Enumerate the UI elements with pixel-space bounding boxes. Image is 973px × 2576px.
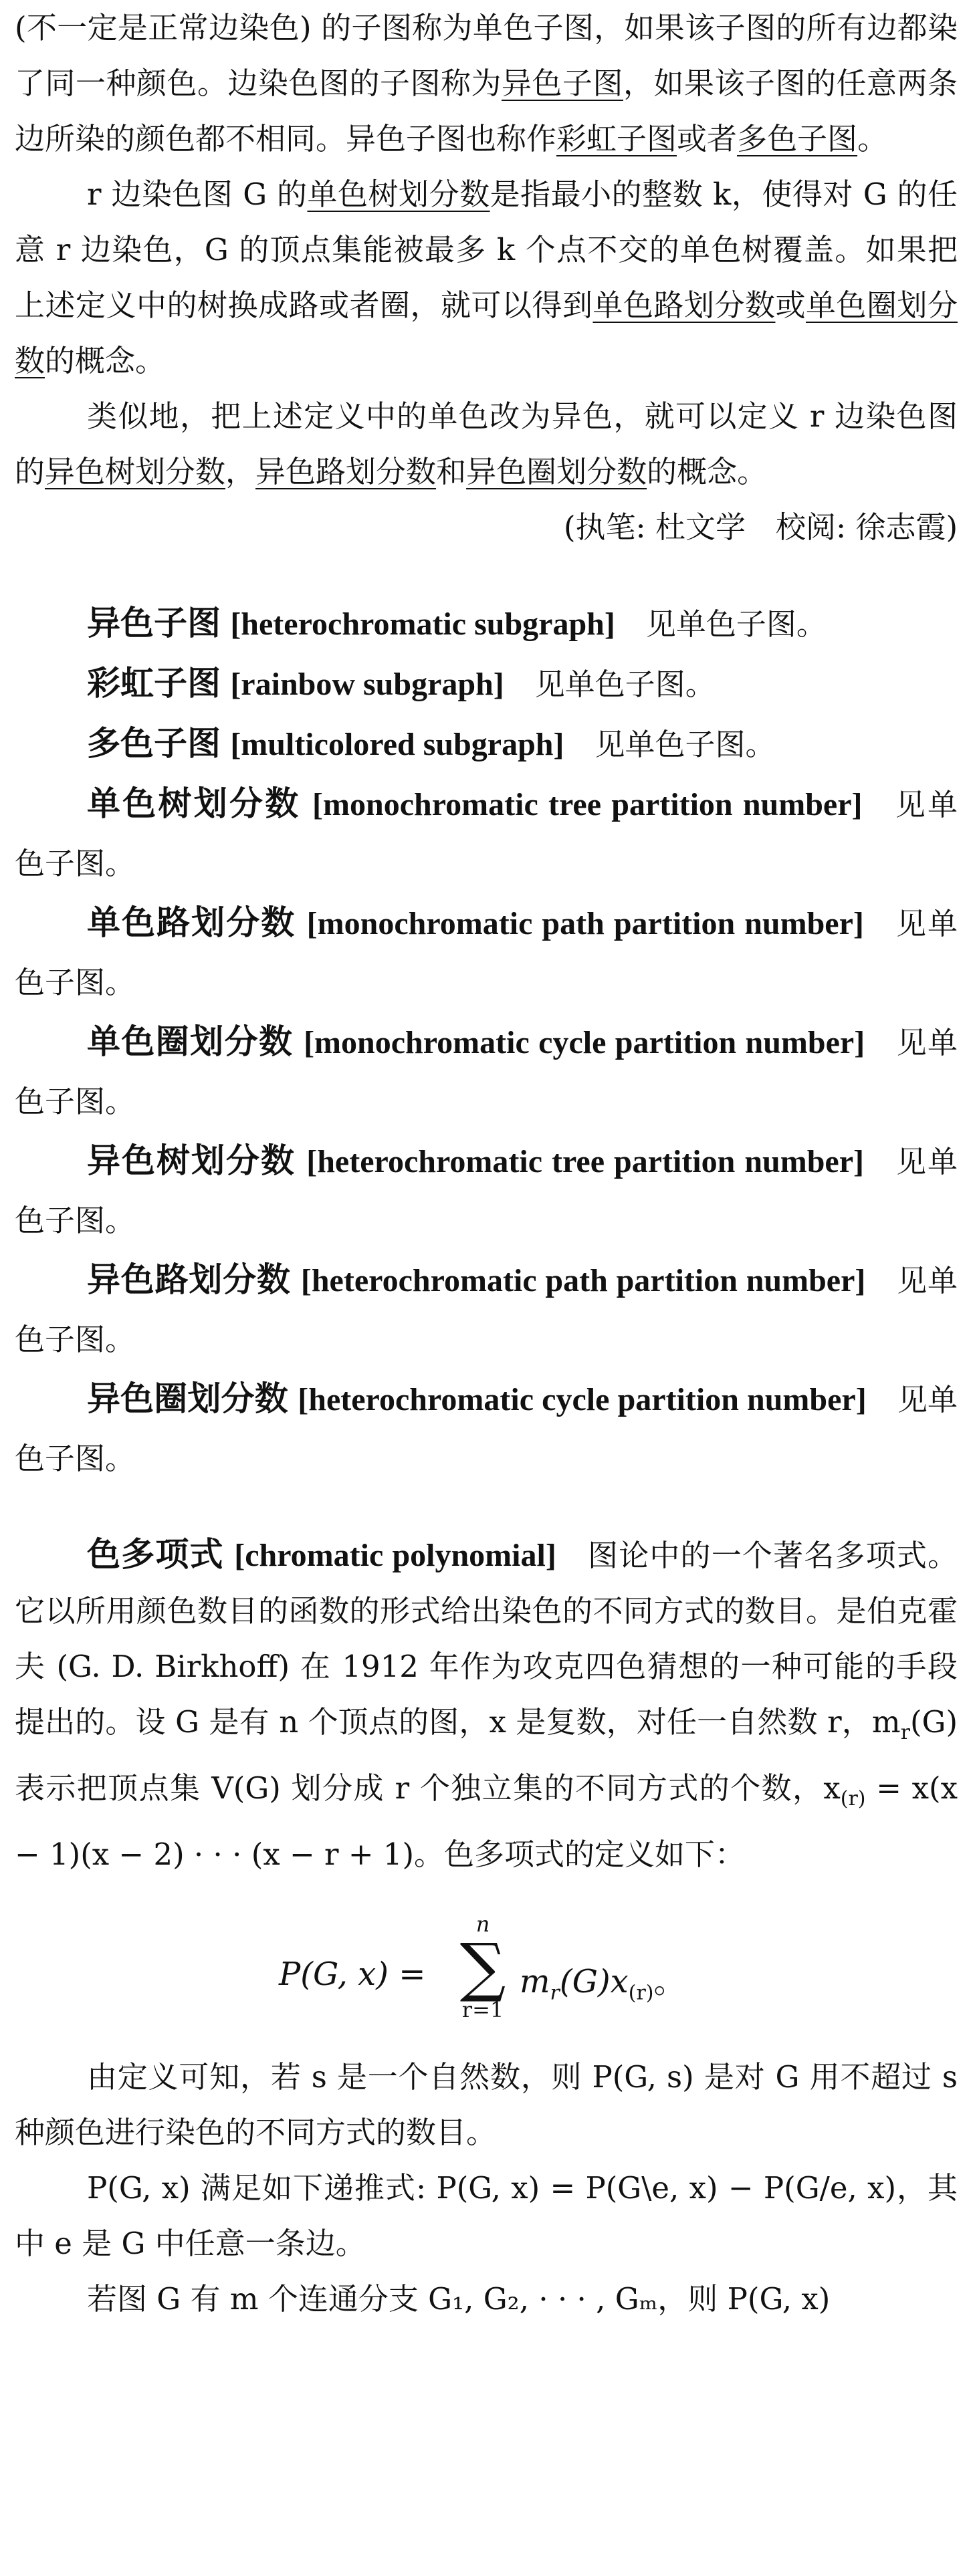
term-hetero-cycle-partition: 异色圈划分数 (466, 454, 647, 489)
paragraph-monochromatic-subgraph (15, 0, 958, 166)
entry-multicolored-subgraph (15, 714, 958, 774)
entry-mono-path-partition (15, 893, 958, 1012)
chromatic-polynomial-formula (15, 1882, 958, 2049)
summation (453, 1911, 513, 2022)
entry-rainbow-subgraph (15, 654, 958, 714)
paragraph-components: 若图 G 有 m 个连通分支 G₁, G₂, · · · , Gₘ，则 P(G, x) (87, 2281, 831, 2317)
definition-text: (G) 表示把顶点集 V(G) 划分成 r 个独立集的不同方式的个数，x (15, 1704, 958, 1806)
see-reference: 见单色子图。 (15, 787, 958, 881)
headword: 单色树划分数 (87, 784, 301, 823)
entry-hetero-path-partition (15, 1250, 958, 1369)
english-term: [rainbow subgraph] (230, 667, 504, 702)
formula-text: (G)x (559, 1963, 629, 2000)
english-term: [heterochromatic subgraph] (230, 606, 615, 642)
term-heterochromatic-subgraph: 异色子图 (501, 66, 623, 101)
cross-reference-entries (15, 594, 958, 1488)
headword: 异色树划分数 (87, 1141, 296, 1180)
subscript: (r) (628, 1981, 654, 2005)
text: 的概念。 (45, 343, 166, 378)
text: 或 (775, 287, 806, 323)
paragraph-recursion: P(G, x) 满足如下递推式: P(G, x) = P(G\e, x) − P(G/e, x)，其中 e 是 G 中任意一条边。 (15, 2170, 958, 2261)
sum-lower-limit: r=1 (461, 1997, 504, 2022)
subscript: (r) (840, 1787, 866, 1810)
text: r 边染色图 G 的 (87, 177, 308, 212)
term-hetero-tree-partition: 异色树划分数 (45, 454, 226, 489)
see-reference: 见单色子图。 (15, 1263, 958, 1357)
paragraph-heterochromatic-partition (15, 388, 958, 499)
see-reference: 见单色子图。 (534, 667, 716, 702)
m-symbol: m (520, 1963, 550, 2000)
term-mono-tree-partition: 单色树划分数 (307, 177, 490, 212)
text: ，如果该子图的任意两条边所染的颜色都不相同。异色子图也称作 (15, 66, 958, 156)
term-hetero-path-partition: 异色路划分数 (255, 454, 437, 489)
formula-text: 。 (653, 1963, 686, 2000)
formula-lhs: P(G, x) = (279, 1956, 426, 1993)
headword: 异色路划分数 (87, 1260, 291, 1299)
sigma-symbol: ∑ (459, 1929, 506, 2004)
formula-rhs (520, 1956, 686, 2005)
document-page (15, 0, 958, 2327)
headword: 单色路划分数 (87, 903, 296, 942)
term-mono-path-partition: 单色路划分数 (592, 287, 776, 323)
english-term: [monochromatic cycle partition number] (304, 1025, 865, 1060)
text: ， (225, 454, 256, 489)
author-credit: (执笔: 杜文学 校阅: 徐志霞) (563, 509, 958, 545)
english-term: [multicolored subgraph] (230, 727, 564, 762)
subscript: r (550, 1981, 560, 2005)
sum-upper-limit: n (475, 1911, 490, 1937)
headword: 异色子图 (87, 604, 221, 642)
spacer (15, 555, 958, 594)
entry-chromatic-polynomial (15, 1527, 958, 1882)
see-reference: 见单色子图。 (15, 1382, 958, 1476)
definition-text: 图论中的一个著名多项式。它以所用颜色数目的函数的形式给出染色的不同方式的数目。是伯克霍夫 (G. D. Birkhoff) 在 1912 年作为攻克四色猜想的一种可能的手段提出的。设 G 是有 n 个顶点的图，x 是复数，对任一自然数 r，m (15, 1538, 958, 1740)
text: (不一定是正常边染色) 的子图称为单色子图，如果该子图的所有边都染了同一种颜色。边染色图的子图称为 (15, 10, 958, 101)
text: 是指最小的整数 k，使得对 G 的任意 r 边染色，G 的顶点集能被最多 k 个点不交的单色树覆盖。如果把上述定义中的树换成路或者圈，就可以得到 (15, 177, 958, 323)
headword: 色多项式 (87, 1535, 224, 1574)
headword: 异色圈划分数 (87, 1379, 288, 1418)
headword: 单色圈划分数 (87, 1022, 294, 1061)
term-multicolored-subgraph: 多色子图 (737, 121, 858, 156)
english-term: [chromatic polynomial] (234, 1538, 556, 1573)
english-term: [monochromatic path partition number] (306, 906, 864, 941)
text: 的概念。 (647, 454, 768, 489)
see-reference: 见单色子图。 (15, 1025, 958, 1119)
text: 或者 (677, 121, 738, 156)
text: 。 (857, 121, 888, 156)
paragraph-definition-meaning: 由定义可知，若 s 是一个自然数，则 P(G, s) 是对 G 用不超过 s 种颜色进行染色的不同方式的数目。 (15, 2059, 958, 2150)
text: 和 (436, 454, 467, 489)
entry-hetero-cycle-partition (15, 1369, 958, 1488)
term-mono-cycle-partition: 单色圈划分数 (15, 287, 958, 378)
paragraph-monochromatic-partition (15, 166, 958, 388)
text: 类似地，把上述定义中的单色改为异色，就可以定义 r 边染色图的 (15, 398, 958, 489)
see-reference: 见单色子图。 (645, 606, 827, 642)
see-reference: 见单色子图。 (15, 906, 958, 1000)
see-reference: 见单色子图。 (15, 1144, 958, 1238)
english-term: [heterochromatic cycle partition number] (298, 1382, 867, 1417)
english-term: [heterochromatic tree partition number] (306, 1144, 864, 1179)
see-reference: 见单色子图。 (594, 727, 776, 762)
headword: 多色子图 (87, 724, 221, 763)
entry-hetero-tree-partition (15, 1131, 958, 1250)
entry-mono-tree-partition (15, 774, 958, 893)
spacer (15, 1488, 958, 1527)
english-term: [heterochromatic path partition number] (300, 1263, 866, 1298)
definition-text: = x(x − 1)(x − 2) · · · (x − r + 1)。色多项式的定义如下： (15, 1770, 958, 1872)
term-rainbow-subgraph: 彩虹子图 (556, 121, 677, 156)
headword: 彩虹子图 (87, 664, 221, 703)
subscript: r (900, 1721, 910, 1744)
entry-mono-cycle-partition (15, 1012, 958, 1131)
entry-heterochromatic-subgraph (15, 594, 958, 654)
english-term: [monochromatic tree partition number] (312, 787, 863, 822)
